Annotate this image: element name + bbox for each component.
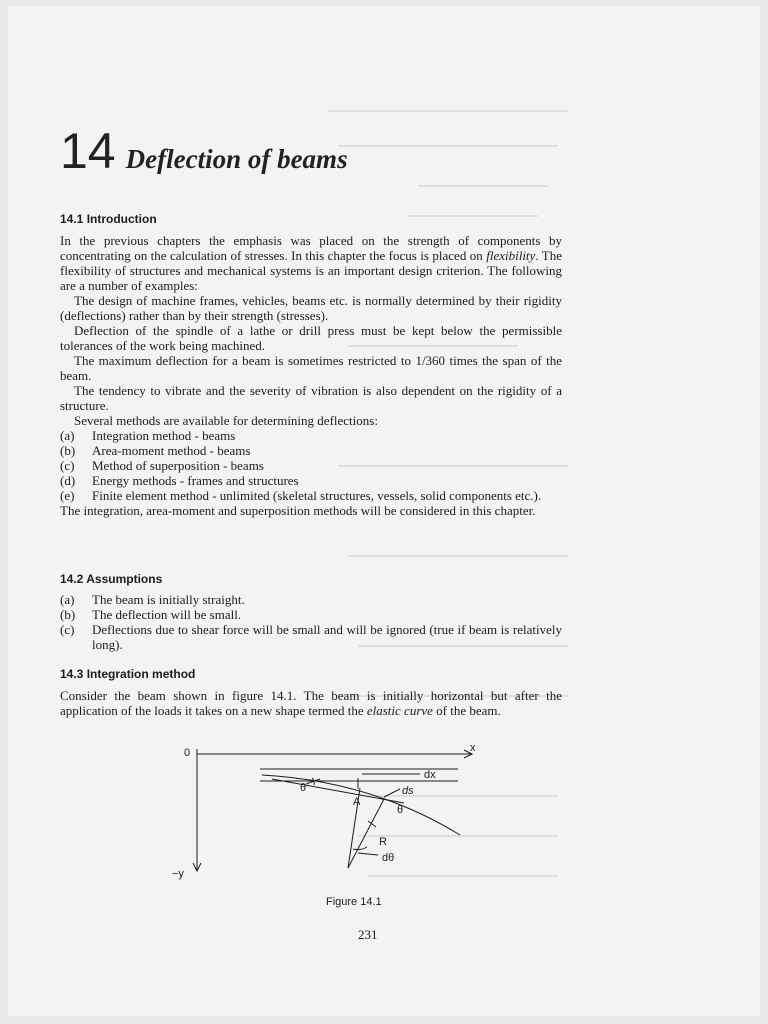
dtheta-arc (353, 847, 367, 850)
theta-label-left: θ (300, 782, 307, 794)
list-item: (a) Integration method - beams (60, 428, 236, 443)
emphasis-elastic-curve: elastic curve (366, 703, 433, 718)
document-page (8, 6, 760, 1016)
dx-label: dx (424, 769, 436, 781)
list-item: (d) Energy methods - frames and structures (60, 473, 299, 488)
list-item: (b) Area-moment method - beams (60, 443, 251, 458)
radius-label: R (379, 836, 387, 848)
assumptions-body (60, 592, 562, 652)
point-a-label: A (353, 796, 361, 808)
emphasis-flexibility: flexibility (486, 248, 536, 263)
x-axis-label: x (470, 742, 476, 754)
section-heading-integration-method: 14.3 Integration method (60, 667, 196, 681)
page-number: 231 (358, 927, 378, 942)
paragraph: The tendency to vibrate and the severity of vibration is also dependent on the rigidity of a structure. (60, 383, 562, 413)
elastic-curve (262, 775, 460, 835)
list-item: (e) Finite element method - unlimited (skeletal structures, vessels, solid components etc.). (60, 488, 542, 503)
list-item: (a) The beam is initially straight. (60, 592, 245, 607)
origin-label: 0 (184, 747, 191, 759)
list-item: (b) The deflection will be small. (60, 607, 242, 622)
paragraph: The design of machine frames, vehicles, beams etc. is normally determined by their rigidity (deflections) rather than by their strength (stresses). (60, 293, 562, 323)
theta-label-right: θ (397, 804, 404, 816)
chapter-heading (60, 123, 348, 179)
dtheta-leader (358, 853, 378, 855)
paragraph: Several methods are available for determining deflections: (74, 413, 378, 428)
methods-list (60, 428, 562, 503)
negative-y-label: −y (172, 868, 184, 880)
chapter-number: 14 (60, 123, 116, 179)
list-item: (c) Deflections due to shear force will be small and will be ignored (true if beam is relatively long). (60, 622, 562, 652)
section-heading-assumptions: 14.2 Assumptions (60, 572, 163, 586)
paragraph: The integration, area-moment and superposition methods will be considered in this chapter. (60, 503, 536, 518)
list-item: (c) Method of superposition - beams (60, 458, 264, 473)
assumptions-list (60, 592, 562, 652)
ds-label: ds (402, 785, 414, 797)
beam-deflection-figure (172, 741, 492, 886)
ds-leader (384, 789, 400, 797)
introduction-body (60, 233, 562, 518)
integration-body (60, 688, 562, 718)
figure-caption: Figure 14.1 (326, 896, 382, 908)
dtheta-label: dθ (382, 852, 395, 864)
paragraph: In the previous chapters the emphasis was placed on the strength of components by concentrating on the calculation of stresses. In this chapter the focus is placed on flexibility. The flexibility of structures and mechanical systems is an important design criterion. The following are a number of examples: (60, 233, 562, 293)
paragraph: Deflection of the spindle of a lathe or drill press must be kept below the permissible tolerances of the work being machined. (60, 323, 562, 353)
paragraph: The maximum deflection for a beam is sometimes restricted to 1/360 times the span of the beam. (60, 353, 562, 383)
section-heading-introduction: 14.1 Introduction (60, 212, 157, 226)
chapter-title: Deflection of beams (125, 144, 348, 174)
paragraph: Consider the beam shown in figure 14.1. The beam is initially horizontal but after the application of the loads it takes on a new shape termed the elastic curve of the beam. (60, 688, 562, 718)
